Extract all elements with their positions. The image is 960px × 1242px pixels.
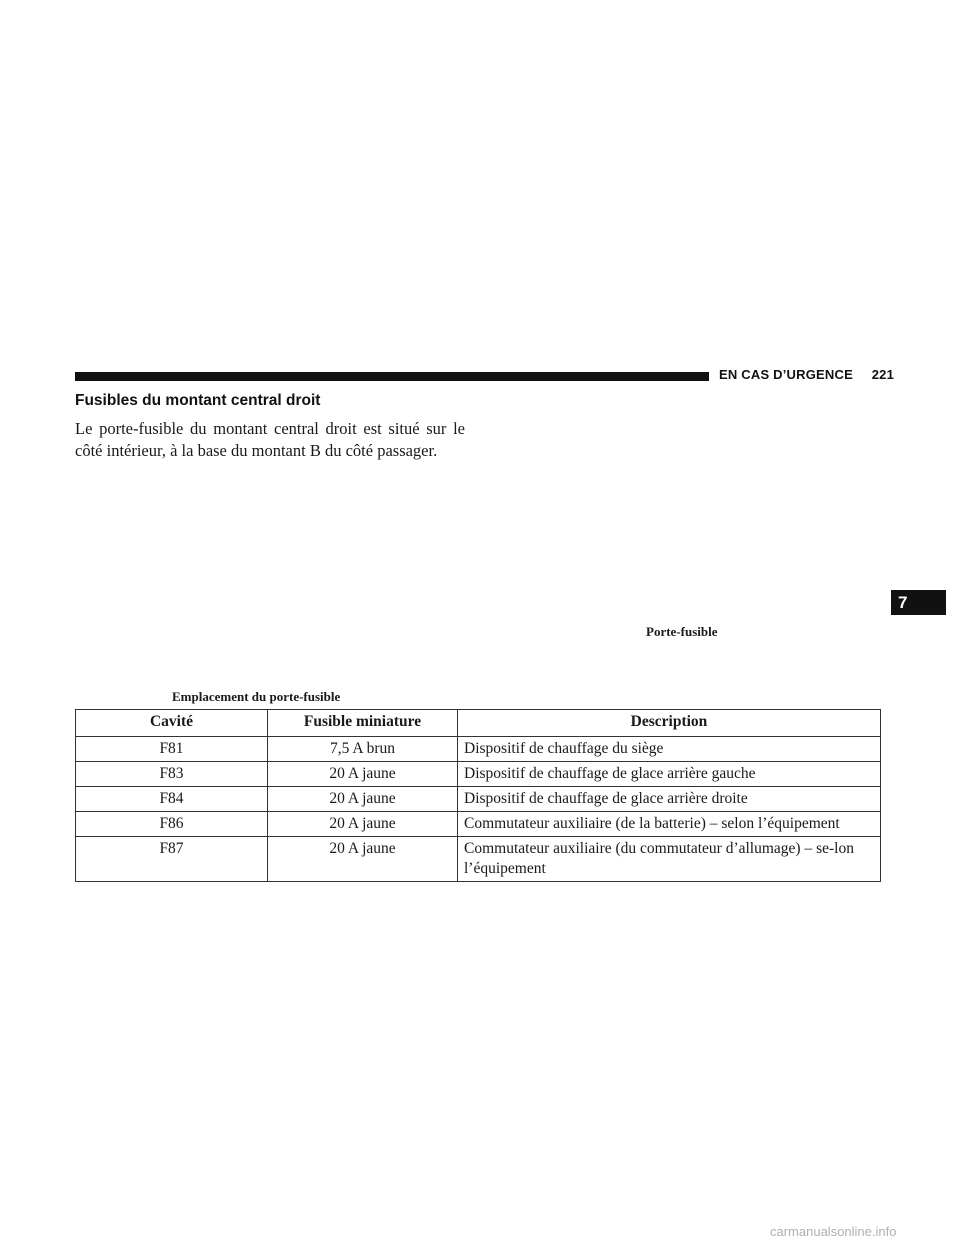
cavity-cell: F81 [76, 737, 268, 762]
fuse-cell: 20 A jaune [268, 787, 458, 812]
fuse-cell: 20 A jaune [268, 812, 458, 837]
column-header-fuse: Fusible miniature [268, 710, 458, 737]
fuse-cell: 7,5 A brun [268, 737, 458, 762]
header-section-label: EN CAS D’URGENCE [719, 367, 853, 382]
description-cell: Commutateur auxiliaire (de la batterie) – selon l’équipement [458, 812, 881, 837]
cavity-cell: F87 [76, 837, 268, 882]
column-header-description: Description [458, 710, 881, 737]
table-row [76, 837, 881, 882]
cavity-cell: F83 [76, 762, 268, 787]
description-cell: Dispositif de chauffage de glace arrière gauche [458, 762, 881, 787]
figure-callout-label: Porte-fusible [646, 624, 718, 639]
table-row [76, 812, 881, 837]
table-row [76, 762, 881, 787]
description-cell: Dispositif de chauffage de glace arrière droite [458, 787, 881, 812]
header-rule [75, 372, 709, 381]
description-cell: Commutateur auxiliaire (du commutateur d’allumage) – se-lon l’équipement [458, 837, 881, 882]
fuse-table [75, 709, 881, 882]
chapter-tab [891, 590, 946, 615]
chapter-number: 7 [898, 592, 908, 612]
watermark-text: carmanualsonline.info [770, 1224, 897, 1239]
cavity-cell: F84 [76, 787, 268, 812]
table-row [76, 787, 881, 812]
fuse-cell: 20 A jaune [268, 837, 458, 882]
column-header-cavity: Cavité [76, 710, 268, 737]
intro-paragraph: Le porte-fusible du montant central droit est situé sur le côté intérieur, à la base du montant B du côté passager. [75, 419, 465, 460]
fuse-cell: 20 A jaune [268, 762, 458, 787]
table-header-row [76, 710, 881, 737]
cavity-cell: F86 [76, 812, 268, 837]
running-header [719, 367, 894, 382]
section-title: Fusibles du montant central droit [75, 392, 321, 409]
figure-caption: Emplacement du porte-fusible [172, 689, 341, 704]
table-row [76, 737, 881, 762]
page-number: 221 [871, 367, 894, 382]
description-cell: Dispositif de chauffage du siège [458, 737, 881, 762]
